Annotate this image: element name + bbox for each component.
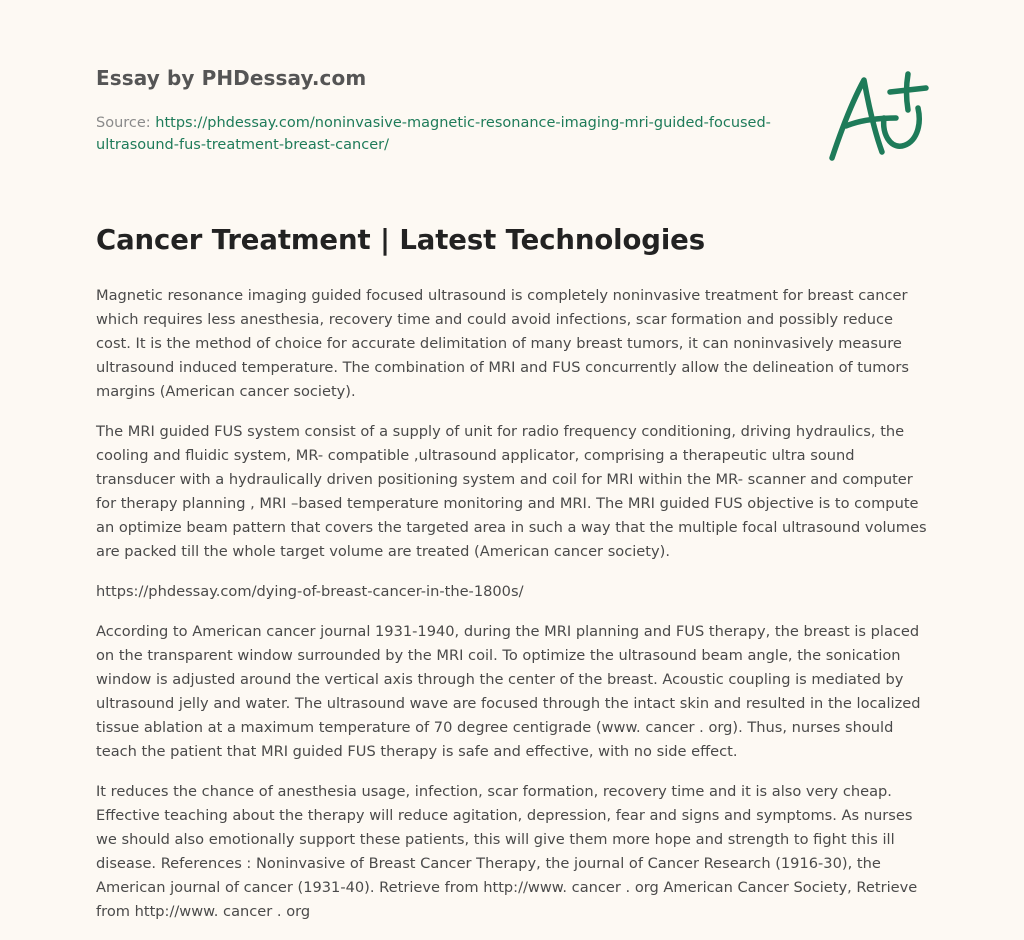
essay-body — [96, 284, 928, 940]
paragraph-2: The MRI guided FUS system consist of a supply of unit for radio frequency conditioning, driving hydraulics, the cooling and fluidic system, MR- compatible ,ultrasound applicator, comprising a therapeutic ultra sound transducer with a hydraulically driven positioning system and coil for MRI within the MR- scanner and computer for therapy planning , MRI –based temperature monitoring and MRI. The MRI guided FUS objective is to compute an optimize beam pattern that covers the targeted area in such a way that the multiple focal ultrasound volumes are packed till the whole target volume are treated (American cancer society). — [96, 423, 927, 560]
paragraph-4: It reduces the chance of anesthesia usage, infection, scar formation, recovery time and it is also very cheap. Effective teaching about the therapy will reduce agitation, depression, fear and signs and symptoms. As nurses we should also emotionally support these patients, this will give them more hope and strength to fight this ill disease. References : Noninvasive of Breast Cancer Therapy, the journal of Cancer Research (1916-30), the American journal of cancer (1931-40). Retrieve from http://www. cancer . org American Cancer Society, Retrieve from http://www. cancer . org — [96, 783, 918, 920]
source-link[interactable]: https://phdessay.com/noninvasive-magnetic-resonance-imaging-mri-guided-focused-ultrasound-fus-treatment-breast-cancer/ — [96, 115, 771, 153]
essay-title: Cancer Treatment | Latest Technologies — [96, 224, 706, 256]
paragraph-1: Magnetic resonance imaging guided focused ultrasound is completely noninvasive treatment for breast cancer which requires less anesthesia, recovery time and could avoid infections, scar formation and possibly reduce cost. It is the method of choice for accurate delimitation of many breast tumors, it can noninvasively measure ultrasound induced temperature. The combination of MRI and FUS concurrently allow the delineation of tumors margins (American cancer society). — [96, 287, 910, 400]
paragraph-3: According to American cancer journal 1931-1940, during the MRI planning and FUS therapy, the breast is placed on the transparent window surrounded by the MRI coil. To optimize the ultrasound beam angle, the sonication window is adjusted around the vertical axis through the center of the breast. Acoustic coupling is mediated by ultrasound jelly and water. The ultrasound wave are focused through the intact skin and resulted in the localized tissue ablation at a maximum temperature of 70 degree centigrade (www. cancer . org). Thus, nurses should teach the patient that MRI guided FUS therapy is safe and effective, with no side effect. — [96, 623, 921, 760]
brand-name: Essay by PHDessay.com — [96, 66, 367, 90]
related-link-text[interactable]: https://phdessay.com/dying-of-breast-cancer-in-the-1800s/ — [96, 583, 524, 600]
source-label: Source: — [96, 115, 156, 131]
a-plus-grade-icon — [826, 68, 930, 164]
source-line — [96, 112, 796, 156]
